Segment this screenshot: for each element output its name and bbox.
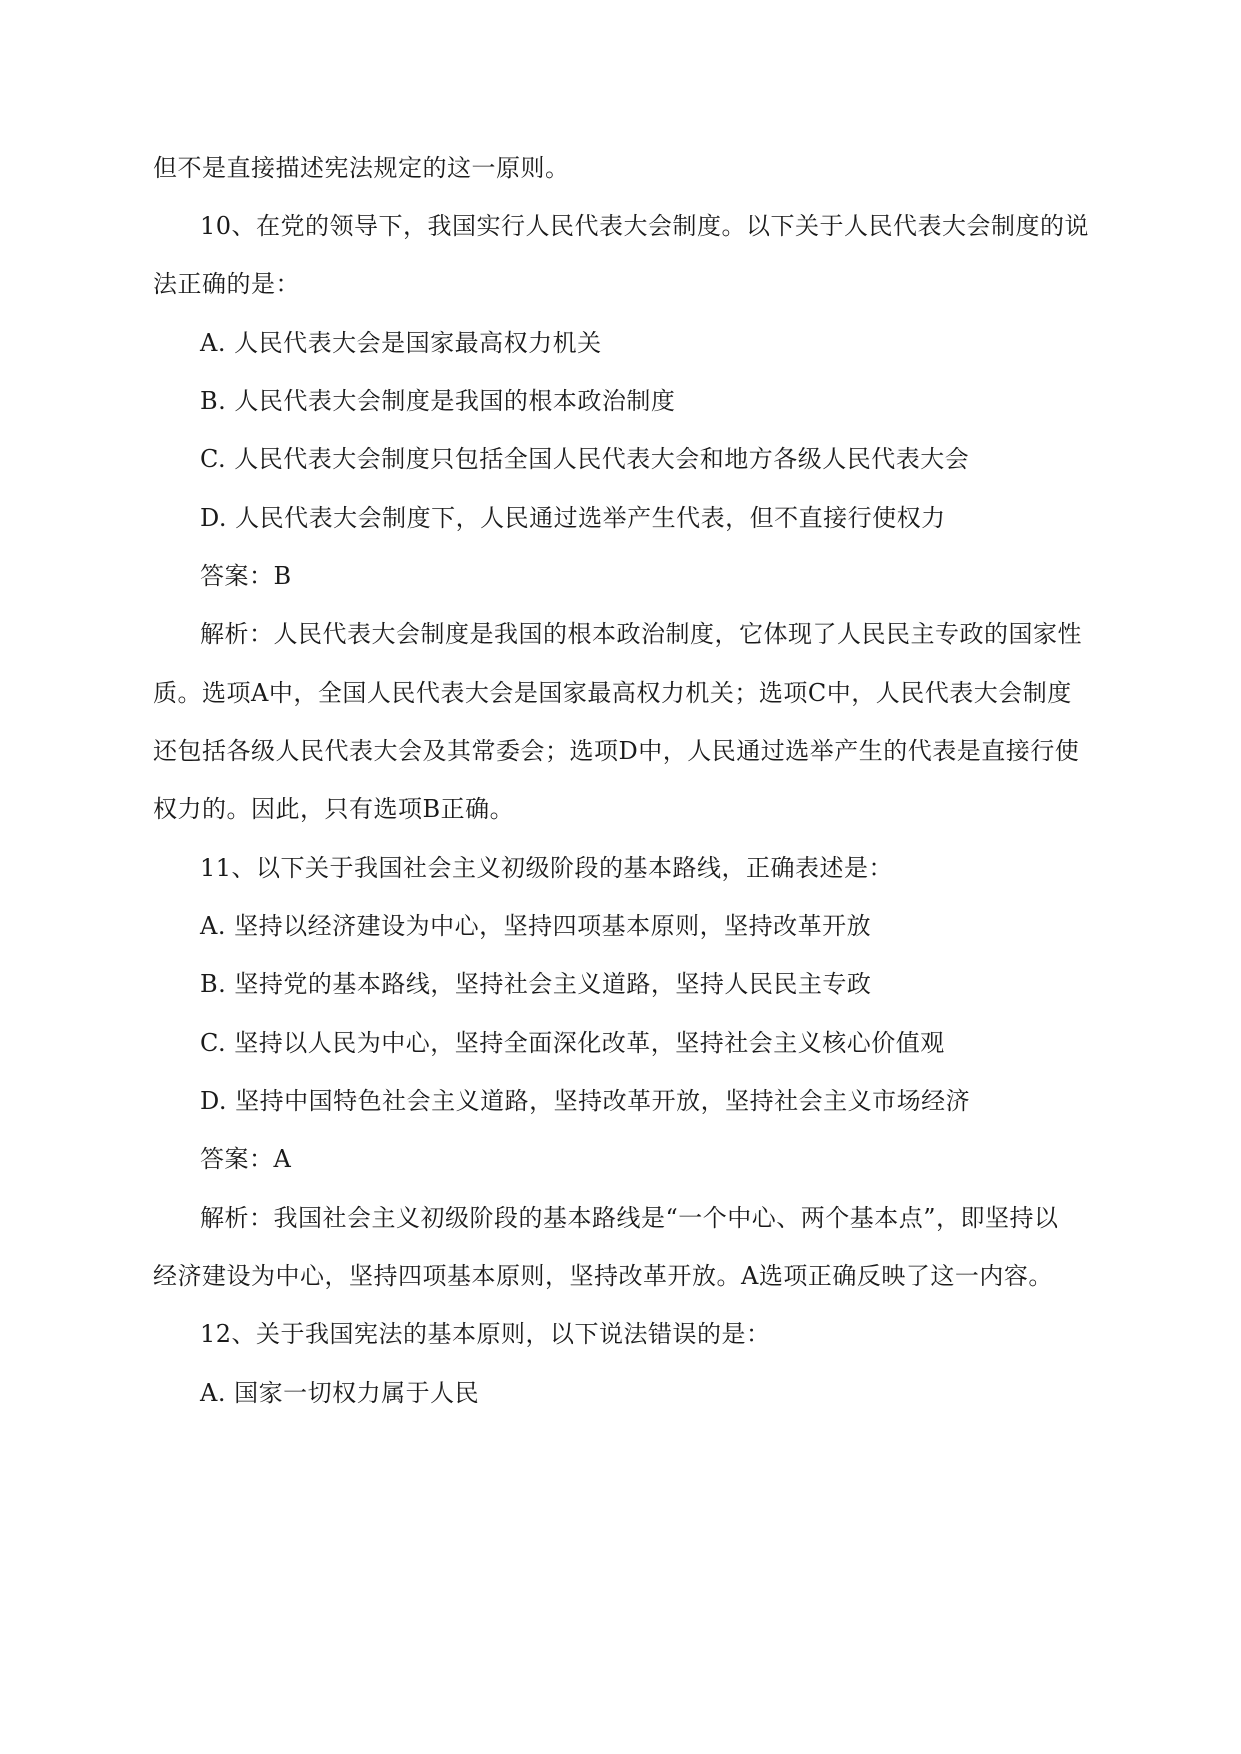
question-12-stem: 12、关于我国宪法的基本原则，以下说法错误的是： [200,1320,771,1348]
question-10-option-b: B. 人民代表大会制度是我国的根本政治制度 [200,387,676,415]
question-10-explanation: 解析：人民代表大会制度是我国的根本政治制度，它体现了人民民主专政的国家性 [200,620,1082,648]
question-10-stem-cont: 法正确的是： [153,270,300,298]
question-10-option-a: A. 人民代表大会是国家最高权力机关 [200,329,602,357]
question-10-answer: 答案：B [200,562,292,590]
text-line-continuation: 但不是直接描述宪法规定的这一原则。 [153,154,570,182]
question-10-stem: 10、在党的领导下，我国实行人民代表大会制度。以下关于人民代表大会制度的说 [200,212,1090,240]
question-12-option-a: A. 国家一切权力属于人民 [200,1379,480,1407]
question-11-explanation: 解析：我国社会主义初级阶段的基本路线是“一个中心、两个基本点”，即坚持以 [200,1204,1059,1232]
question-10-option-d: D. 人民代表大会制度下，人民通过选举产生代表，但不直接行使权力 [200,504,946,532]
question-10-explanation-line-2: 质。选项A中，全国人民代表大会是国家最高权力机关；选项C中，人民代表大会制度 [153,679,1072,707]
question-11-option-b: B. 坚持党的基本路线，坚持社会主义道路，坚持人民民主专政 [200,970,872,998]
question-11-stem: 11、以下关于我国社会主义初级阶段的基本路线，正确表述是： [200,854,894,882]
question-10-explanation-line-3: 还包括各级人民代表大会及其常委会；选项D中，人民通过选举产生的代表是直接行使 [153,737,1080,765]
question-11-option-a: A. 坚持以经济建设为中心，坚持四项基本原则，坚持改革开放 [200,912,872,940]
question-11-option-d: D. 坚持中国特色社会主义道路，坚持改革开放，坚持社会主义市场经济 [200,1087,971,1115]
question-10-option-c: C. 人民代表大会制度只包括全国人民代表大会和地方各级人民代表大会 [200,445,970,473]
question-10-explanation-line-4: 权力的。因此，只有选项B正确。 [153,795,515,823]
question-11-answer: 答案：A [200,1145,292,1173]
question-11-explanation-line-2: 经济建设为中心，坚持四项基本原则，坚持改革开放。A选项正确反映了这一内容。 [153,1262,1053,1290]
question-11-option-c: C. 坚持以人民为中心，坚持全面深化改革，坚持社会主义核心价值观 [200,1029,945,1057]
